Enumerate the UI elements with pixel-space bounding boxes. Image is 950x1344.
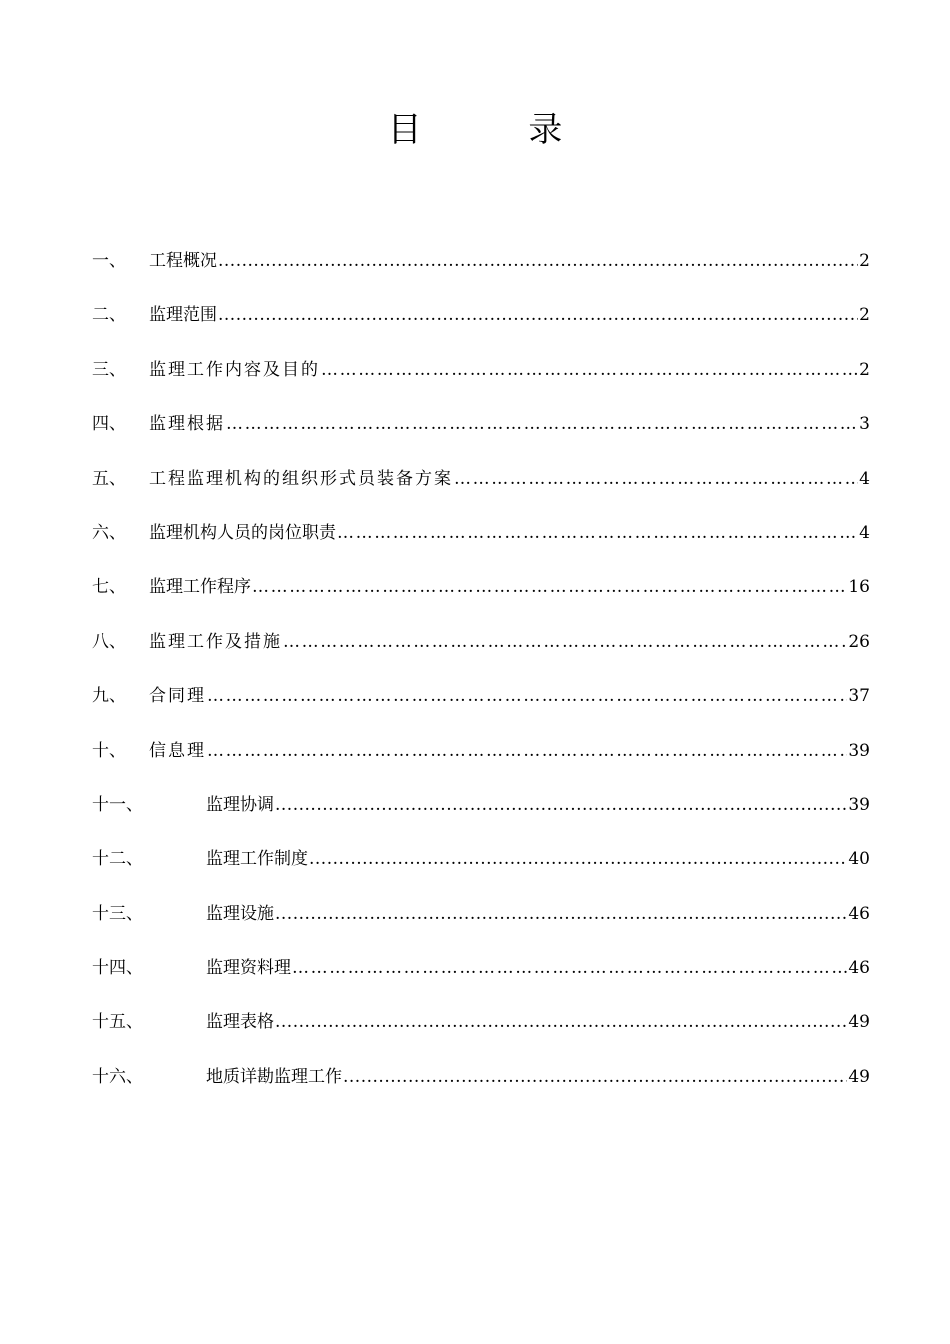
toc-entry-title: 监理资料理 [206,958,291,979]
toc-dot-leader [207,683,847,709]
toc-entry-page-number: 39 [848,740,870,761]
toc-dot-leader [309,846,847,872]
toc-entry-page-number: 49 [848,1066,870,1087]
toc-entry[interactable] [92,466,870,520]
toc-list [92,248,870,1118]
toc-entry-number: 十、 [92,740,126,761]
toc-entry-page-number: 4 [859,468,870,489]
toc-entry[interactable] [92,411,870,465]
toc-dot-leader [283,629,847,655]
toc-entry-title: 地质详勘监理工作 [206,1066,342,1087]
toc-entry[interactable] [92,683,870,737]
toc-entry-title: 合同理 [149,686,206,707]
toc-entry[interactable] [92,520,870,574]
toc-entry-title: 工程监理机构的组织形式员装备方案 [149,468,453,489]
toc-entry-page-number: 49 [848,1012,870,1033]
toc-entry-page-number: 46 [848,903,870,924]
toc-entry-title: 监理协调 [206,794,274,815]
toc-entry-page-number: 46 [848,958,870,979]
toc-dot-leader [275,1009,847,1035]
toc-entry[interactable] [92,302,870,356]
toc-dot-leader [218,302,858,328]
toc-title: 目 录 [387,110,611,150]
toc-entry-title: 监理范围 [149,305,217,326]
toc-entry-number: 十二、 [92,849,143,870]
toc-entry-number: 七、 [92,577,126,598]
toc-dot-leader [275,792,847,818]
toc-entry-number: 八、 [92,631,126,652]
toc-entry[interactable] [92,846,870,900]
toc-entry-page-number: 4 [859,522,870,543]
toc-dot-leader [252,574,847,600]
toc-entry[interactable] [92,248,870,302]
toc-entry-page-number: 2 [859,251,870,271]
toc-entry[interactable] [92,955,870,1009]
toc-entry[interactable] [92,1064,870,1118]
toc-entry-title: 监理机构人员的岗位职责 [149,522,336,543]
toc-entry-page-number: 39 [848,794,870,815]
toc-entry-title: 监理工作内容及目的 [149,359,320,380]
toc-dot-leader [292,955,847,981]
toc-entry[interactable] [92,1009,870,1063]
toc-entry-title: 监理工作制度 [206,849,308,870]
toc-entry-title: 监理工作及措施 [149,631,282,652]
toc-dot-leader [454,466,858,492]
toc-entry[interactable] [92,574,870,628]
toc-entry[interactable] [92,629,870,683]
toc-entry-page-number: 16 [848,577,870,598]
toc-entry-number: 二、 [92,305,126,326]
toc-dot-leader [343,1064,847,1090]
toc-entry[interactable] [92,738,870,792]
toc-entry-page-number: 2 [859,359,870,380]
toc-entry-title: 监理表格 [206,1012,274,1033]
toc-entry-page-number: 3 [859,414,870,435]
toc-entry-page-number: 40 [848,849,870,870]
toc-entry[interactable] [92,792,870,846]
toc-entry-title: 监理设施 [206,903,274,924]
toc-entry-title: 工程概况 [149,251,217,271]
toc-entry-number: 一、 [92,251,126,271]
toc-entry-number: 四、 [92,414,126,435]
toc-entry-number: 十四、 [92,958,143,979]
toc-entry-number: 五、 [92,468,126,489]
toc-dot-leader [207,738,847,764]
toc-dot-leader [218,248,858,274]
toc-dot-leader [275,901,847,927]
toc-entry-number: 三、 [92,359,126,380]
toc-entry-number: 六、 [92,522,126,543]
toc-entry-number: 九、 [92,686,126,707]
toc-entry-number: 十三、 [92,903,143,924]
toc-entry[interactable] [92,901,870,955]
toc-entry-page-number: 26 [848,631,870,652]
toc-entry-title: 信息理 [149,740,206,761]
toc-entry-title: 监理工作程序 [149,577,251,598]
toc-entry[interactable] [92,357,870,411]
toc-entry-page-number: 2 [859,305,870,326]
toc-entry-page-number: 37 [848,686,870,707]
toc-dot-leader [321,357,858,383]
toc-entry-number: 十一、 [92,794,143,815]
toc-dot-leader [337,520,858,546]
toc-dot-leader [226,411,858,437]
toc-entry-number: 十六、 [92,1066,143,1087]
toc-entry-title: 监理根据 [149,414,225,435]
toc-entry-number: 十五、 [92,1012,143,1033]
